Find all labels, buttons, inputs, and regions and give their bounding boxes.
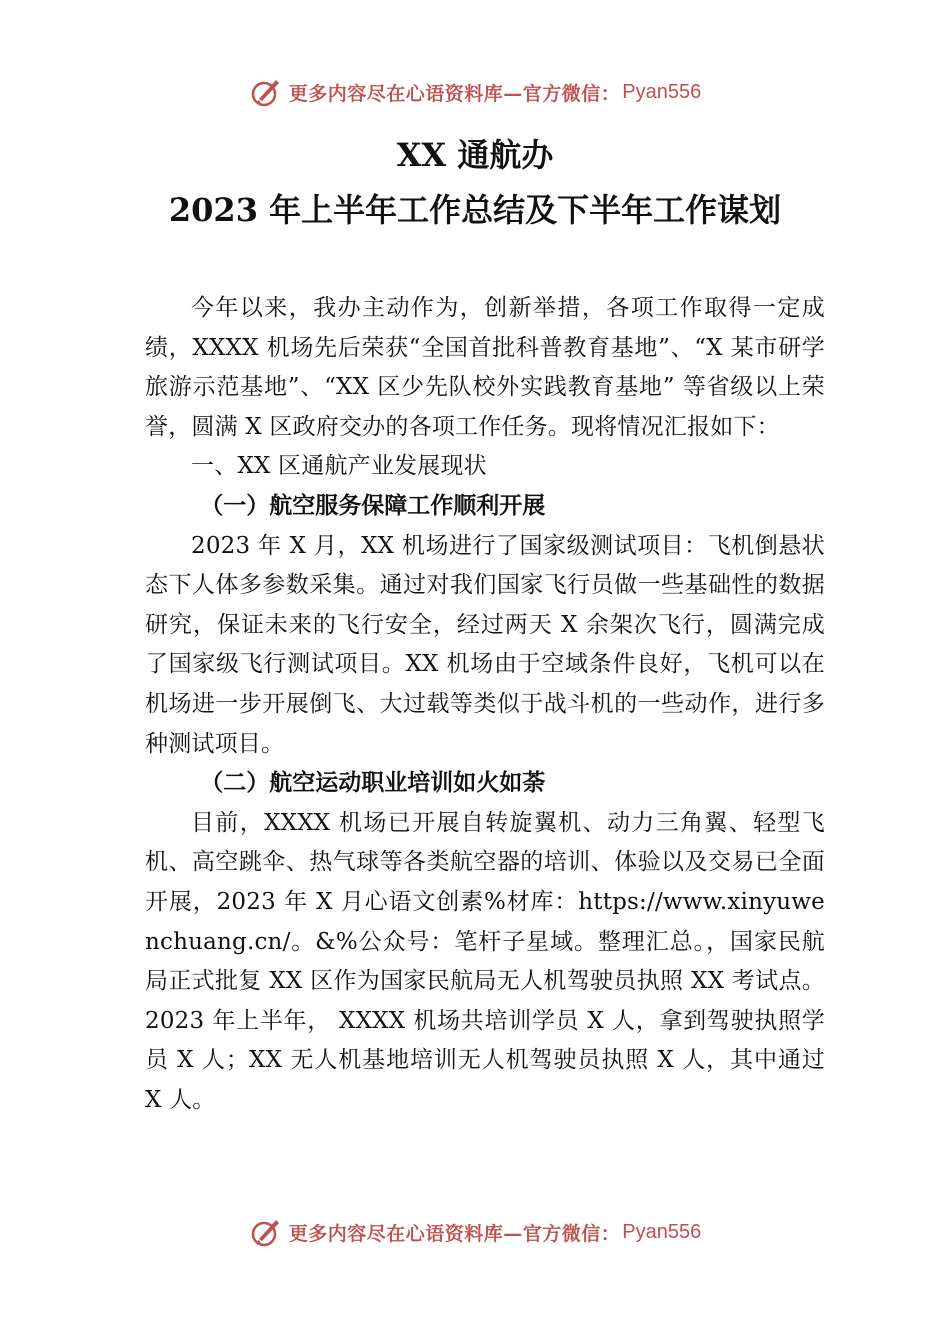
banner-text: 更多内容尽在心语资料库—官方微信： bbox=[288, 1222, 621, 1245]
quill-pen-logo-icon bbox=[249, 1215, 283, 1249]
document-title-line1: XX 通航办 bbox=[396, 136, 554, 174]
section-heading-1: 一、XX 区通航产业发展现状 bbox=[191, 453, 487, 480]
banner-wechat-id: Pyan556 bbox=[622, 80, 702, 103]
document-body bbox=[145, 289, 825, 1120]
footer-banner bbox=[0, 1212, 950, 1252]
banner-wechat-id: Pyan556 bbox=[622, 1220, 702, 1243]
banner-text: 更多内容尽在心语资料库—官方微信： bbox=[288, 82, 621, 105]
intro-paragraph: 今年以来，我办主动作为，创新举措，各项工作取得一定成绩，XXXX 机场先后荣获“全国首批科普教育基地”、“X 某市研学旅游示范基地”、“XX 区少先队校外实践教育基地” 等省级以上荣誉，圆满 X 区政府交办的各项工作任务。现将情况汇报如下： bbox=[145, 295, 825, 440]
subsection-heading-2: （二）航空运动职业培训如火如荼 bbox=[200, 770, 546, 797]
subsection-paragraph-2: 目前，XXXX 机场已开展自转旋翼机、动力三角翼、轻型飞机、高空跳伞、热气球等各类航空器的培训、体验以及交易已全面开展，2023 年 X 月心语文创素%材库：https://www.xinyuwenchuang.cn/。&%公众号：笔杆子星域。整理汇总。，国家民航局正式批复 XX 区作为国家民航局无人机驾驶员执照 XX 考试点。2023 年上半年， XXXX 机场共培训学员 X 人，拿到驾驶执照学员 X 人；XX 无人机基地培训无人机驾驶员执照 X 人，其中通过 X 人。 bbox=[145, 809, 825, 1113]
subsection-paragraph-1: 2023 年 X 月，XX 机场进行了国家级测试项目：飞机倒悬状态下人体多参数采集。通过对我们国家飞行员做一些基础性的数据研究，保证未来的飞行安全，经过两天 X 余架次飞行，圆满完成了国家级飞行测试项目。XX 机场由于空域条件良好，飞机可以在机场进一步开展倒飞、大过载等类似于战斗机的一些动作，进行多种测试项目。 bbox=[145, 532, 825, 757]
header-banner bbox=[0, 72, 950, 112]
subsection-heading-1: （一）航空服务保障工作顺利开展 bbox=[200, 492, 546, 519]
document-title-line2: 2023 年上半年工作总结及下半年工作谋划 bbox=[168, 191, 782, 229]
quill-pen-logo-icon bbox=[249, 75, 283, 109]
